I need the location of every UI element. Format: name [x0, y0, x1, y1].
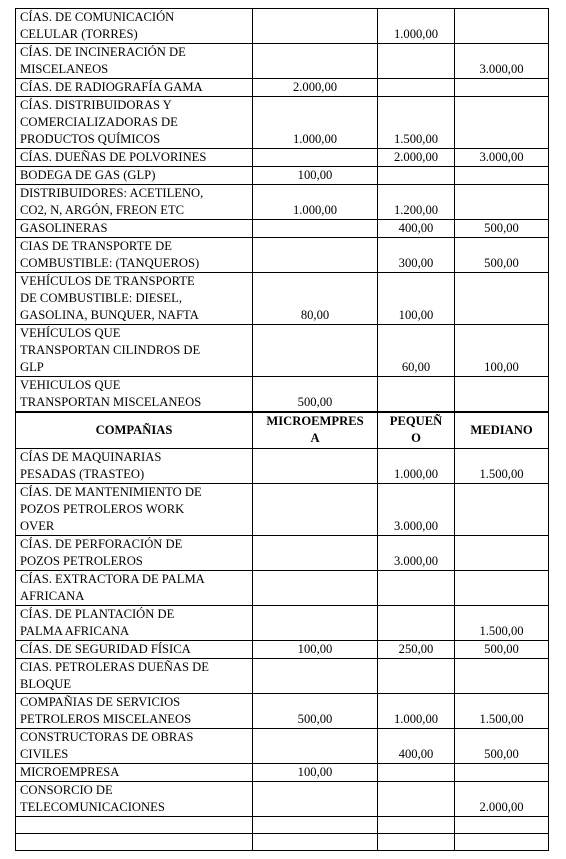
empty-row — [16, 833, 549, 850]
microempresa-value — [253, 658, 378, 693]
table-row — [16, 220, 549, 238]
company-name-cell: VEHÍCULOS QUE TRANSPORTAN CILINDROS DE GLP — [16, 325, 253, 377]
company-name-cell: CÍAS. EXTRACTORA DE PALMA AFRICANA — [16, 570, 253, 605]
table-row — [16, 781, 549, 816]
table-row — [16, 167, 549, 185]
mediano-value — [455, 535, 549, 570]
top-section — [16, 9, 549, 413]
table-row — [16, 448, 549, 483]
mediano-value — [455, 763, 549, 781]
company-name-cell: DISTRIBUIDORES: ACETILENO, CO2, N, ARGÓN, FREON ETC — [16, 185, 253, 220]
company-name-cell: MICROEMPRESA — [16, 763, 253, 781]
company-name-cell: CÍAS. DE INCINERACIÓN DE MISCELANEOS — [16, 44, 253, 79]
pequeno-value — [378, 167, 455, 185]
mediano-value — [455, 570, 549, 605]
mediano-value — [455, 273, 549, 325]
table-row — [16, 97, 549, 149]
microempresa-value — [253, 570, 378, 605]
table-row — [16, 728, 549, 763]
pequeno-value: 2.000,00 — [378, 149, 455, 167]
pequeno-value: 1.200,00 — [378, 185, 455, 220]
table-row — [16, 640, 549, 658]
company-name-cell: CÍAS. DE SEGURIDAD FÍSICA — [16, 640, 253, 658]
pequeno-value: 1.000,00 — [378, 693, 455, 728]
company-name-cell: VEHICULOS QUE TRANSPORTAN MISCELANEOS — [16, 377, 253, 413]
microempresa-value — [253, 325, 378, 377]
mediano-value: 100,00 — [455, 325, 549, 377]
pequeno-value: 1.000,00 — [378, 448, 455, 483]
table-row — [16, 658, 549, 693]
mediano-value: 1.500,00 — [455, 605, 549, 640]
header-companias: COMPAÑIAS — [16, 412, 253, 448]
blank-section — [16, 816, 549, 850]
company-name-cell: CÍAS DE MAQUINARIAS PESADAS (TRASTEO) — [16, 448, 253, 483]
table-row — [16, 149, 549, 167]
pequeno-value: 1.500,00 — [378, 97, 455, 149]
table-row — [16, 605, 549, 640]
pequeno-value: 250,00 — [378, 640, 455, 658]
table-row — [16, 273, 549, 325]
bottom-section — [16, 448, 549, 816]
mediano-value: 3.000,00 — [455, 44, 549, 79]
table-row — [16, 238, 549, 273]
mediano-value — [455, 185, 549, 220]
fee-table — [15, 8, 549, 851]
header-pequeno: PEQUEÑ O — [378, 412, 455, 448]
table-row — [16, 693, 549, 728]
mediano-value — [455, 483, 549, 535]
company-name-cell: CIAS DE TRANSPORTE DE COMBUSTIBLE: (TANQUEROS) — [16, 238, 253, 273]
mediano-value — [455, 97, 549, 149]
header-microempresa: MICROEMPRES A — [253, 412, 378, 448]
table-row — [16, 325, 549, 377]
mediano-value — [455, 9, 549, 44]
header-section — [16, 412, 549, 448]
pequeno-value — [378, 570, 455, 605]
table-row — [16, 377, 549, 413]
mediano-value: 3.000,00 — [455, 149, 549, 167]
company-name-cell: CIAS. PETROLERAS DUEÑAS DE BLOQUE — [16, 658, 253, 693]
mediano-value — [455, 167, 549, 185]
empty-row — [16, 816, 549, 833]
company-name-cell: CÍAS. DISTRIBUIDORAS Y COMERCIALIZADORAS DE PRODUCTOS QUÍMICOS — [16, 97, 253, 149]
pequeno-value: 400,00 — [378, 728, 455, 763]
mediano-value — [455, 658, 549, 693]
company-name-cell: CÍAS. DUEÑAS DE POLVORINES — [16, 149, 253, 167]
pequeno-value — [378, 781, 455, 816]
pequeno-value — [378, 763, 455, 781]
company-name-cell: VEHÍCULOS DE TRANSPORTE DE COMBUSTIBLE: DIESEL, GASOLINA, BUNQUER, NAFTA — [16, 273, 253, 325]
table-row — [16, 185, 549, 220]
pequeno-value: 300,00 — [378, 238, 455, 273]
company-name-cell: CONSTRUCTORAS DE OBRAS CIVILES — [16, 728, 253, 763]
microempresa-value — [253, 44, 378, 79]
microempresa-value: 1.000,00 — [253, 97, 378, 149]
pequeno-value: 60,00 — [378, 325, 455, 377]
company-name-cell: CÍAS. DE RADIOGRAFÍA GAMA — [16, 79, 253, 97]
mediano-value: 1.500,00 — [455, 448, 549, 483]
microempresa-value: 500,00 — [253, 693, 378, 728]
microempresa-value — [253, 9, 378, 44]
microempresa-value: 2.000,00 — [253, 79, 378, 97]
column-header-row — [16, 412, 549, 448]
microempresa-value: 100,00 — [253, 763, 378, 781]
company-name-cell: CÍAS. DE MANTENIMIENTO DE POZOS PETROLEROS WORK OVER — [16, 483, 253, 535]
pequeno-value: 3.000,00 — [378, 535, 455, 570]
pequeno-value: 1.000,00 — [378, 9, 455, 44]
mediano-value — [455, 79, 549, 97]
mediano-value: 500,00 — [455, 640, 549, 658]
pequeno-value — [378, 605, 455, 640]
mediano-value: 1.500,00 — [455, 693, 549, 728]
pequeno-value — [378, 44, 455, 79]
microempresa-value: 100,00 — [253, 167, 378, 185]
table-row — [16, 9, 549, 44]
pequeno-value: 100,00 — [378, 273, 455, 325]
company-name-cell: CÍAS. DE PERFORACIÓN DE POZOS PETROLEROS — [16, 535, 253, 570]
pequeno-value: 3.000,00 — [378, 483, 455, 535]
table-row — [16, 570, 549, 605]
company-name-cell: CONSORCIO DE TELECOMUNICACIONES — [16, 781, 253, 816]
microempresa-value — [253, 728, 378, 763]
microempresa-value — [253, 781, 378, 816]
pequeno-value: 400,00 — [378, 220, 455, 238]
table-row — [16, 79, 549, 97]
microempresa-value — [253, 448, 378, 483]
table-row — [16, 763, 549, 781]
microempresa-value — [253, 149, 378, 167]
microempresa-value: 500,00 — [253, 377, 378, 413]
mediano-value: 500,00 — [455, 238, 549, 273]
pequeno-value — [378, 658, 455, 693]
mediano-value — [455, 377, 549, 413]
table-row — [16, 483, 549, 535]
mediano-value: 500,00 — [455, 220, 549, 238]
mediano-value: 2.000,00 — [455, 781, 549, 816]
company-name-cell: CÍAS. DE COMUNICACIÓN CELULAR (TORRES) — [16, 9, 253, 44]
microempresa-value — [253, 535, 378, 570]
pequeno-value — [378, 377, 455, 413]
microempresa-value — [253, 605, 378, 640]
microempresa-value: 100,00 — [253, 640, 378, 658]
mediano-value: 500,00 — [455, 728, 549, 763]
company-name-cell: GASOLINERAS — [16, 220, 253, 238]
header-mediano: MEDIANO — [455, 412, 549, 448]
table-row — [16, 535, 549, 570]
company-name-cell: BODEGA DE GAS (GLP) — [16, 167, 253, 185]
company-name-cell: COMPAÑIAS DE SERVICIOS PETROLEROS MISCELANEOS — [16, 693, 253, 728]
company-name-cell: CÍAS. DE PLANTACIÓN DE PALMA AFRICANA — [16, 605, 253, 640]
microempresa-value — [253, 238, 378, 273]
microempresa-value — [253, 483, 378, 535]
microempresa-value — [253, 220, 378, 238]
table-row — [16, 44, 549, 79]
pequeno-value — [378, 79, 455, 97]
microempresa-value: 1.000,00 — [253, 185, 378, 220]
microempresa-value: 80,00 — [253, 273, 378, 325]
